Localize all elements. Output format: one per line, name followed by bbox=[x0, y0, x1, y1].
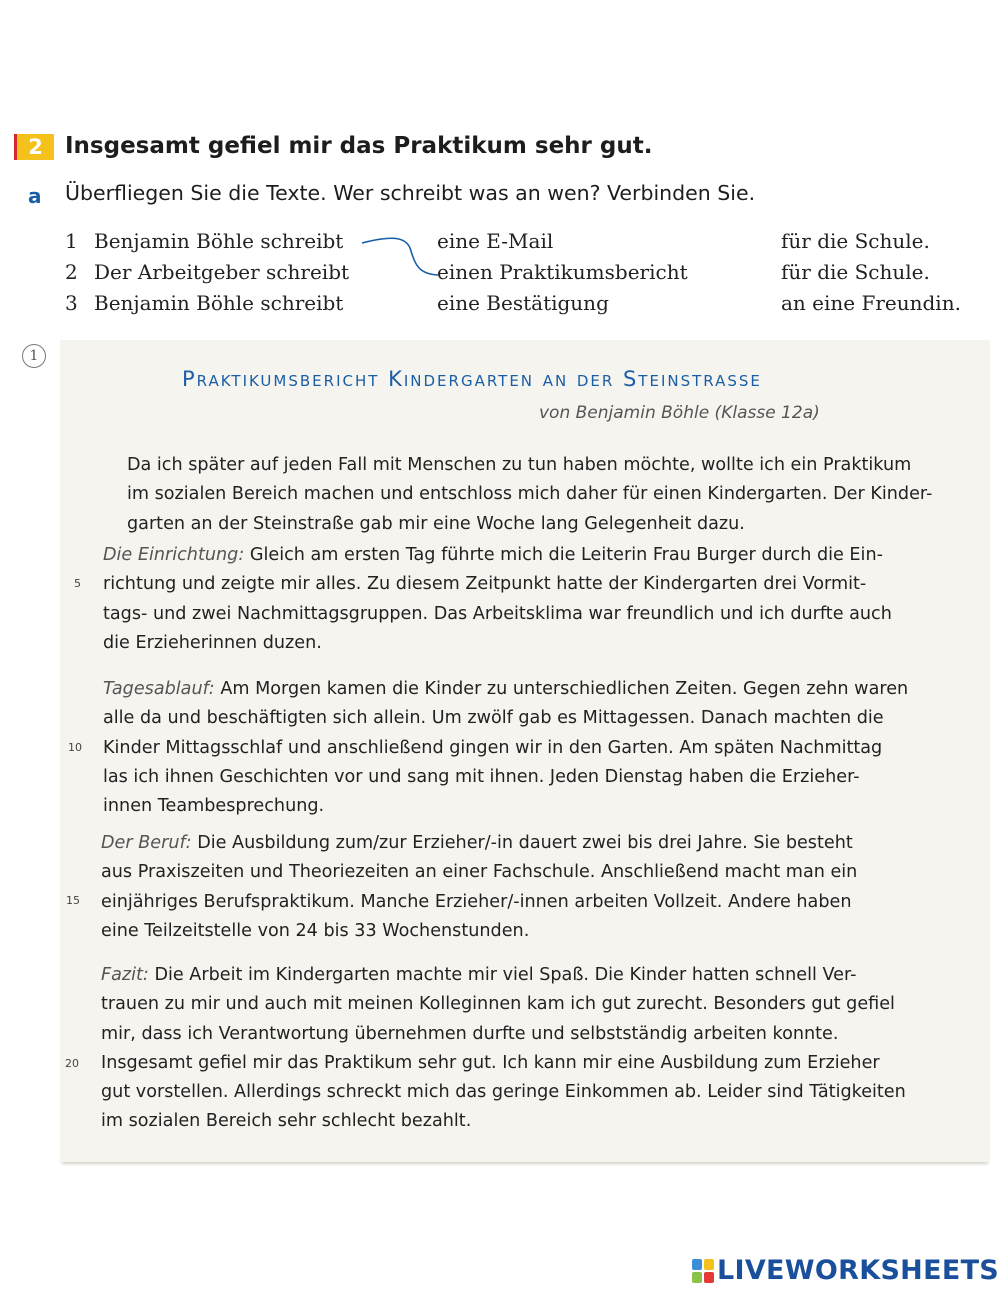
text-number-circle: 1 bbox=[22, 344, 46, 368]
text-line: im sozialen Bereich sehr schlecht bezahlt. bbox=[101, 1111, 472, 1132]
subtask-instruction: Überfliegen Sie die Texte. Wer schreibt was an wen? Verbinden Sie. bbox=[65, 181, 756, 205]
match-writer[interactable]: Benjamin Böhle schreibt bbox=[94, 229, 344, 253]
line-number: 15 bbox=[66, 894, 80, 907]
line-number: 20 bbox=[65, 1057, 79, 1070]
match-document[interactable]: eine Bestätigung bbox=[437, 291, 609, 315]
text-line: alle da und beschäftigten sich allein. Um zwölf gab es Mittagessen. Danach machten die bbox=[103, 708, 884, 729]
section-fazit bbox=[101, 961, 981, 1137]
section-label: Tagesablauf: bbox=[103, 679, 215, 699]
text-line: im sozialen Bereich machen und entschloss mich daher für einen Kindergarten. Der Kinder- bbox=[127, 484, 933, 505]
row-number: 3 bbox=[65, 291, 78, 315]
section-einrichtung bbox=[103, 541, 983, 658]
section-text: Am Morgen kamen die Kinder zu unterschiedlichen Zeiten. Gegen zehn waren bbox=[214, 679, 909, 699]
report-author: von Benjamin Böhle (Klasse 12a) bbox=[539, 403, 820, 423]
match-document[interactable]: eine E-Mail bbox=[437, 229, 554, 253]
section-text: Die Arbeit im Kindergarten machte mir viel Spaß. Die Kinder hatten schnell Ver- bbox=[148, 965, 857, 985]
text-line: einjähriges Berufspraktikum. Manche Erzieher/-innen arbeiten Vollzeit. Andere haben bbox=[101, 891, 852, 912]
match-recipient[interactable]: für die Schule. bbox=[781, 229, 930, 253]
match-recipient[interactable]: für die Schule. bbox=[781, 260, 930, 284]
text-line: Kinder Mittagsschlaf und anschließend gingen wir in den Garten. Am späten Nachmittag bbox=[103, 737, 883, 758]
section-tagesablauf bbox=[103, 675, 983, 821]
row-number: 2 bbox=[65, 260, 78, 284]
section-text: Die Ausbildung zum/zur Erzieher/-in dauert zwei bis drei Jahre. Sie besteht bbox=[191, 833, 853, 853]
section-label: Der Beruf: bbox=[101, 833, 192, 853]
text-line: las ich ihnen Geschichten vor und sang mit ihnen. Jeden Dienstag haben die Erzieher- bbox=[103, 766, 860, 787]
text-line bbox=[101, 961, 981, 990]
text-line bbox=[101, 829, 981, 858]
text-line: Da ich später auf jeden Fall mit Menschen zu tun haben möchte, wollte ich ein Praktikum bbox=[127, 455, 912, 475]
match-writer[interactable]: Benjamin Böhle schreibt bbox=[94, 291, 344, 315]
text-line: Insgesamt gefiel mir das Praktikum sehr gut. Ich kann mir eine Ausbildung zum Erzieher bbox=[101, 1052, 880, 1073]
line-number: 10 bbox=[68, 741, 82, 754]
match-recipient[interactable]: an eine Freundin. bbox=[781, 291, 961, 315]
report-title: Praktikumsbericht Kindergarten an der Steinstrasse bbox=[182, 367, 762, 391]
text-line: aus Praxiszeiten und Theoriezeiten an einer Fachschule. Anschließend macht man ein bbox=[101, 862, 858, 883]
text-line: tags- und zwei Nachmittagsgruppen. Das Arbeitsklima war freundlich und ich durfte auch bbox=[103, 603, 892, 624]
logo-text: LIVEWORKSHEETS bbox=[717, 1255, 1000, 1286]
section-label: Die Einrichtung: bbox=[103, 545, 245, 565]
subtask-letter: a bbox=[28, 184, 42, 208]
match-document[interactable]: einen Praktikumsbericht bbox=[437, 260, 688, 284]
text-line bbox=[103, 675, 983, 704]
example-connector-line bbox=[360, 234, 440, 284]
text-line: garten an der Steinstraße gab mir eine Woche lang Gelegenheit dazu. bbox=[127, 513, 745, 534]
text-line: richtung und zeigte mir alles. Zu diesem Zeitpunkt hatte der Kindergarten drei Vormit- bbox=[103, 574, 867, 595]
row-number: 1 bbox=[65, 229, 78, 253]
liveworksheets-logo bbox=[692, 1255, 999, 1286]
intro-paragraph bbox=[127, 451, 977, 539]
text-line bbox=[103, 541, 983, 570]
line-number: 5 bbox=[74, 577, 81, 590]
section-label: Fazit: bbox=[101, 965, 149, 985]
text-line: trauen zu mir und auch mit meinen Kolleginnen kam ich gut zurecht. Besonders gut gefiel bbox=[101, 994, 895, 1015]
section-beruf bbox=[101, 829, 981, 946]
match-writer[interactable]: Der Arbeitgeber schreibt bbox=[94, 260, 350, 284]
text-line: die Erzieherinnen duzen. bbox=[103, 632, 322, 653]
text-line: mir, dass ich Verantwortung übernehmen durfte und selbstständig arbeiten konnte. bbox=[101, 1023, 839, 1044]
exercise-title: Insgesamt gefiel mir das Praktikum sehr gut. bbox=[65, 133, 653, 159]
logo-grid-icon bbox=[692, 1259, 714, 1283]
text-line: eine Teilzeitstelle von 24 bis 33 Wochenstunden. bbox=[101, 920, 530, 941]
exercise-number-badge: 2 bbox=[14, 134, 54, 160]
text-line: gut vorstellen. Allerdings schreckt mich das geringe Einkommen ab. Leider sind Tätigkeiten bbox=[101, 1082, 906, 1103]
section-text: Gleich am ersten Tag führte mich die Leiterin Frau Burger durch die Ein- bbox=[244, 545, 883, 565]
text-line: innen Teambesprechung. bbox=[103, 796, 325, 817]
